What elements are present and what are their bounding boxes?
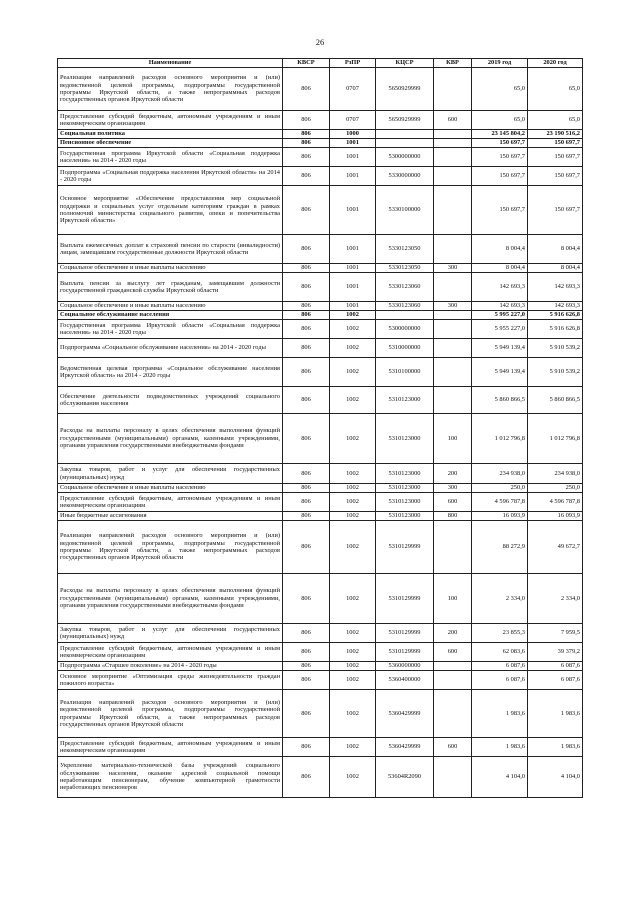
amount-2019-cell: 88 272,9 <box>472 521 528 574</box>
row-name-cell: Основное мероприятие «Обеспечение предоставления мер социальной поддержки и социальных услуг отдельным категориям граждан в рамках полномочий министерства социального развития, опеки и попечительства Иркутской области» <box>58 186 283 235</box>
kvr-cell <box>434 68 472 111</box>
table-row <box>58 624 583 643</box>
rzpr-cell: 1002 <box>330 738 376 757</box>
kvsr-cell: 806 <box>283 624 330 643</box>
row-name-cell: Предоставление субсидий бюджетным, автономным учреждениям и иным некоммерческим организациям <box>58 493 283 512</box>
kvsr-cell: 806 <box>283 148 330 167</box>
kvsr-cell: 806 <box>283 358 330 387</box>
amount-2020-cell: 5 910 539,2 <box>528 339 583 358</box>
amount-2020-cell: 150 697,7 <box>528 148 583 167</box>
rzpr-cell: 1001 <box>330 167 376 186</box>
kcsr-cell <box>376 139 434 148</box>
rzpr-cell: 1002 <box>330 643 376 662</box>
amount-2020-cell: 1 983,6 <box>528 690 583 738</box>
kvsr-cell: 806 <box>283 643 330 662</box>
rzpr-cell: 0707 <box>330 111 376 130</box>
rzpr-cell: 1001 <box>330 273 376 302</box>
kcsr-cell: 5330123050 <box>376 264 434 273</box>
kcsr-cell: 5330123060 <box>376 302 434 311</box>
row-name-cell: Подпрограмма «Социальное обслуживание населения» на 2014 - 2020 годы <box>58 339 283 358</box>
amount-2019-cell: 23 145 804,2 <box>472 130 528 139</box>
kvsr-cell: 806 <box>283 264 330 273</box>
kcsr-cell: 5300000000 <box>376 320 434 339</box>
amount-2019-cell: 1 983,6 <box>472 690 528 738</box>
row-name-cell: Социальное обеспечение и иные выплаты населению <box>58 484 283 493</box>
page-number: 26 <box>315 37 325 47</box>
kcsr-cell: 5310123000 <box>376 484 434 493</box>
kvr-cell: 600 <box>434 643 472 662</box>
rzpr-cell: 1001 <box>330 139 376 148</box>
amount-2020-cell: 7 959,5 <box>528 624 583 643</box>
amount-2019-cell: 8 004,4 <box>472 235 528 264</box>
row-name-cell: Государственная программа Иркутской области «Социальная поддержка населения» на 2014 - 2020 годы <box>58 148 283 167</box>
row-name-cell: Государственная программа Иркутской области «Социальная поддержка населения» на 2014 - 2020 годы <box>58 320 283 339</box>
kvsr-cell: 806 <box>283 311 330 320</box>
kvsr-cell: 806 <box>283 512 330 521</box>
table-row <box>58 148 583 167</box>
row-name-cell: Ведомственная целевая программа «Социальное обслуживание населения Иркутской области» на 2014 - 2020 годы <box>58 358 283 387</box>
amount-2020-cell: 5 916 626,8 <box>528 320 583 339</box>
amount-2020-cell: 39 379,2 <box>528 643 583 662</box>
row-name-cell: Расходы на выплаты персоналу в целях обеспечения выполнения функций государственными (муниципальными) органами, казенными учреждениями, органами управления государственными внебюджетными фондами <box>58 414 283 464</box>
kcsr-cell: 5310000000 <box>376 339 434 358</box>
amount-2019-cell: 6 087,6 <box>472 671 528 690</box>
kcsr-cell: 5310129999 <box>376 624 434 643</box>
amount-2020-cell: 150 697,7 <box>528 139 583 148</box>
amount-2020-cell: 142 693,3 <box>528 302 583 311</box>
kcsr-cell: 53604R2090 <box>376 757 434 798</box>
amount-2019-cell: 5 860 866,5 <box>472 387 528 414</box>
amount-2019-cell: 5 949 139,4 <box>472 339 528 358</box>
amount-2019-cell: 1 012 796,8 <box>472 414 528 464</box>
kvsr-cell: 806 <box>283 671 330 690</box>
kvr-cell: 600 <box>434 493 472 512</box>
kcsr-cell: 5310123000 <box>376 414 434 464</box>
kvr-cell <box>434 130 472 139</box>
kcsr-cell: 5360000000 <box>376 662 434 671</box>
kvr-cell: 300 <box>434 484 472 493</box>
kcsr-cell: 5310123000 <box>376 512 434 521</box>
row-name-cell: Выплата пенсии за выслугу лет гражданам, замещавшим должности государственной гражданской службы Иркутской области <box>58 273 283 302</box>
kvsr-cell: 806 <box>283 738 330 757</box>
amount-2019-cell: 5 955 227,0 <box>472 320 528 339</box>
rzpr-cell: 1002 <box>330 339 376 358</box>
rzpr-cell: 1002 <box>330 512 376 521</box>
row-name-cell: Закупка товаров, работ и услуг для обеспечения государственных (муниципальных) нужд <box>58 624 283 643</box>
rzpr-cell: 1002 <box>330 493 376 512</box>
amount-2019-cell: 65,0 <box>472 111 528 130</box>
row-name-cell: Расходы на выплаты персоналу в целях обеспечения выполнения функций государственными (муниципальными) органами, казенными учреждениями, органами управления государственными внебюджетными фондами <box>58 574 283 624</box>
kvsr-cell: 806 <box>283 757 330 798</box>
kcsr-cell: 5310123000 <box>376 493 434 512</box>
amount-2019-cell: 16 093,9 <box>472 512 528 521</box>
table-row <box>58 68 583 111</box>
table-row <box>58 493 583 512</box>
kcsr-cell: 5310123000 <box>376 464 434 484</box>
row-name-cell: Подпрограмма «Старшее поколение» на 2014 - 2020 годы <box>58 662 283 671</box>
amount-2020-cell: 142 693,3 <box>528 273 583 302</box>
kvsr-cell: 806 <box>283 235 330 264</box>
table-row <box>58 574 583 624</box>
rzpr-cell: 1000 <box>330 130 376 139</box>
rzpr-cell: 1002 <box>330 464 376 484</box>
rzpr-cell: 1002 <box>330 690 376 738</box>
rzpr-cell: 1002 <box>330 624 376 643</box>
kvr-cell <box>434 186 472 235</box>
header-name: Наименование <box>58 59 283 68</box>
kvsr-cell: 806 <box>283 387 330 414</box>
kvsr-cell: 806 <box>283 302 330 311</box>
table-row <box>58 484 583 493</box>
table-row <box>58 264 583 273</box>
row-name-cell: Обеспечение деятельности подведомственных учреждений социального обслуживания населения <box>58 387 283 414</box>
amount-2020-cell: 150 697,7 <box>528 186 583 235</box>
amount-2019-cell: 250,0 <box>472 484 528 493</box>
kvr-cell <box>434 139 472 148</box>
kvr-cell <box>434 273 472 302</box>
row-name-cell: Укрепление материально-технической базы учреждений социального обслуживания населения, оказание адресной социальной помощи неработающим пенсионерам, обучение компьютерной грамотности неработающих пенсионеров <box>58 757 283 798</box>
header-rzpr: РзПР <box>330 59 376 68</box>
kvr-cell <box>434 690 472 738</box>
header-year-2019: 2019 год <box>472 59 528 68</box>
amount-2020-cell: 150 697,7 <box>528 167 583 186</box>
amount-2019-cell: 23 855,3 <box>472 624 528 643</box>
row-name-cell: Социальное обеспечение и иные выплаты населению <box>58 264 283 273</box>
header-kvr: КВР <box>434 59 472 68</box>
kcsr-cell: 5360429999 <box>376 738 434 757</box>
kcsr-cell: 5330000000 <box>376 167 434 186</box>
kvr-cell <box>434 757 472 798</box>
table-body <box>58 68 583 798</box>
table-row <box>58 358 583 387</box>
kcsr-cell <box>376 130 434 139</box>
kvsr-cell: 806 <box>283 273 330 302</box>
rzpr-cell: 1002 <box>330 521 376 574</box>
amount-2020-cell: 5 916 626,8 <box>528 311 583 320</box>
rzpr-cell: 0707 <box>330 68 376 111</box>
amount-2019-cell: 142 693,3 <box>472 273 528 302</box>
table-row <box>58 130 583 139</box>
amount-2019-cell: 5 995 227,0 <box>472 311 528 320</box>
row-name-cell: Основное мероприятие «Оптимизация среды жизнедеятельности граждан пожилого возраста» <box>58 671 283 690</box>
kvr-cell <box>434 387 472 414</box>
kcsr-cell: 5310129999 <box>376 574 434 624</box>
table-row <box>58 643 583 662</box>
kvr-cell <box>434 339 472 358</box>
kcsr-cell: 5330100000 <box>376 186 434 235</box>
kvr-cell: 100 <box>434 574 472 624</box>
kcsr-cell <box>376 311 434 320</box>
kvr-cell: 600 <box>434 111 472 130</box>
amount-2020-cell: 4 104,0 <box>528 757 583 798</box>
kvr-cell <box>434 148 472 167</box>
amount-2020-cell: 6 087,6 <box>528 662 583 671</box>
amount-2020-cell: 65,0 <box>528 111 583 130</box>
kvr-cell: 200 <box>434 464 472 484</box>
amount-2019-cell: 150 697,7 <box>472 148 528 167</box>
amount-2020-cell: 234 938,0 <box>528 464 583 484</box>
row-name-cell: Закупка товаров, работ и услуг для обеспечения государственных (муниципальных) нужд <box>58 464 283 484</box>
table-row <box>58 302 583 311</box>
header-kcsr: КЦСР <box>376 59 434 68</box>
rzpr-cell: 1002 <box>330 574 376 624</box>
table-row <box>58 273 583 302</box>
table-row <box>58 311 583 320</box>
table-row <box>58 512 583 521</box>
rzpr-cell: 1002 <box>330 662 376 671</box>
row-name-cell: Предоставление субсидий бюджетным, автономным учреждениям и иным некоммерческим организациям <box>58 643 283 662</box>
table-row <box>58 757 583 798</box>
kvr-cell <box>434 521 472 574</box>
kvr-cell <box>434 358 472 387</box>
kcsr-cell: 5310129999 <box>376 643 434 662</box>
amount-2020-cell: 23 190 516,2 <box>528 130 583 139</box>
amount-2019-cell: 142 693,3 <box>472 302 528 311</box>
row-name-cell: Иные бюджетные ассигнования <box>58 512 283 521</box>
kvsr-cell: 806 <box>283 662 330 671</box>
kcsr-cell: 5360400000 <box>376 671 434 690</box>
amount-2019-cell: 2 334,0 <box>472 574 528 624</box>
amount-2019-cell: 6 087,6 <box>472 662 528 671</box>
rzpr-cell: 1002 <box>330 311 376 320</box>
row-name-cell: Подпрограмма «Социальная поддержка населения Иркутской области» на 2014 - 2020 годы <box>58 167 283 186</box>
row-name-cell: Выплата ежемесячных доплат к страховой пенсии по старости (инвалидности) лицам, замещавшим государственные должности Иркутской области <box>58 235 283 264</box>
kvsr-cell: 806 <box>283 320 330 339</box>
kvr-cell: 600 <box>434 738 472 757</box>
table-row <box>58 738 583 757</box>
table-row <box>58 339 583 358</box>
row-name-cell: Пенсионное обеспечение <box>58 139 283 148</box>
amount-2020-cell: 6 087,6 <box>528 671 583 690</box>
kcsr-cell: 5650929999 <box>376 111 434 130</box>
kvsr-cell: 806 <box>283 68 330 111</box>
table-row <box>58 690 583 738</box>
table-row <box>58 521 583 574</box>
amount-2019-cell: 234 938,0 <box>472 464 528 484</box>
kvr-cell: 300 <box>434 264 472 273</box>
table-row <box>58 387 583 414</box>
kvsr-cell: 806 <box>283 339 330 358</box>
amount-2020-cell: 4 596 787,8 <box>528 493 583 512</box>
kcsr-cell: 5310129999 <box>376 521 434 574</box>
rzpr-cell: 1002 <box>330 484 376 493</box>
kvr-cell <box>434 671 472 690</box>
rzpr-cell: 1001 <box>330 235 376 264</box>
amount-2019-cell: 8 004,4 <box>472 264 528 273</box>
kvsr-cell: 806 <box>283 130 330 139</box>
kvr-cell: 200 <box>434 624 472 643</box>
amount-2020-cell: 16 093,9 <box>528 512 583 521</box>
rzpr-cell: 1002 <box>330 387 376 414</box>
rzpr-cell: 1001 <box>330 302 376 311</box>
kvsr-cell: 806 <box>283 493 330 512</box>
kvsr-cell: 806 <box>283 464 330 484</box>
rzpr-cell: 1002 <box>330 414 376 464</box>
rzpr-cell: 1001 <box>330 186 376 235</box>
table-row <box>58 167 583 186</box>
amount-2019-cell: 150 697,7 <box>472 167 528 186</box>
header-year-2020: 2020 год <box>528 59 583 68</box>
amount-2020-cell: 65,0 <box>528 68 583 111</box>
table-row <box>58 671 583 690</box>
kcsr-cell: 5360429999 <box>376 690 434 738</box>
rzpr-cell: 1002 <box>330 358 376 387</box>
table-row <box>58 414 583 464</box>
amount-2019-cell: 62 083,6 <box>472 643 528 662</box>
row-name-cell: Реализация направлений расходов основного мероприятия и (или) ведомственной целевой программы, подпрограммы государственной программы Иркутской области, а также непрограммных расходов государственных органов Иркутской области <box>58 521 283 574</box>
amount-2019-cell: 150 697,7 <box>472 139 528 148</box>
kcsr-cell: 5650929999 <box>376 68 434 111</box>
kvsr-cell: 806 <box>283 111 330 130</box>
row-name-cell: Реализация направлений расходов основного мероприятия и (или) ведомственной целевой программы, подпрограммы государственной программы Иркутской области, а также непрограммных расходов государственных органов Иркутской области <box>58 68 283 111</box>
header-kvsr: КВСР <box>283 59 330 68</box>
row-name-cell: Социальное обслуживание населения <box>58 311 283 320</box>
rzpr-cell: 1001 <box>330 148 376 167</box>
amount-2020-cell: 8 004,4 <box>528 235 583 264</box>
kcsr-cell: 5330123060 <box>376 273 434 302</box>
kvr-cell: 100 <box>434 414 472 464</box>
kcsr-cell: 5310100000 <box>376 358 434 387</box>
rzpr-cell: 1001 <box>330 264 376 273</box>
kvr-cell <box>434 662 472 671</box>
kvr-cell <box>434 235 472 264</box>
kvr-cell: 800 <box>434 512 472 521</box>
amount-2019-cell: 4 596 787,8 <box>472 493 528 512</box>
row-name-cell: Социальная политика <box>58 130 283 139</box>
amount-2020-cell: 2 334,0 <box>528 574 583 624</box>
kcsr-cell: 5300000000 <box>376 148 434 167</box>
amount-2020-cell: 8 004,4 <box>528 264 583 273</box>
kcsr-cell: 5330123050 <box>376 235 434 264</box>
kvsr-cell: 806 <box>283 484 330 493</box>
table-row <box>58 186 583 235</box>
kvsr-cell: 806 <box>283 690 330 738</box>
row-name-cell: Предоставление субсидий бюджетным, автономным учреждениям и иным некоммерческим организациям <box>58 738 283 757</box>
table-row <box>58 235 583 264</box>
rzpr-cell: 1002 <box>330 320 376 339</box>
kvr-cell <box>434 320 472 339</box>
row-name-cell: Реализация направлений расходов основного мероприятия и (или) ведомственной целевой программы, подпрограммы государственной программы Иркутской области, а также непрограммных расходов государственных органов Иркутской области <box>58 690 283 738</box>
kvr-cell <box>434 167 472 186</box>
kvsr-cell: 806 <box>283 414 330 464</box>
amount-2019-cell: 1 983,6 <box>472 738 528 757</box>
amount-2019-cell: 65,0 <box>472 68 528 111</box>
amount-2019-cell: 4 104,0 <box>472 757 528 798</box>
kvsr-cell: 806 <box>283 186 330 235</box>
amount-2020-cell: 1 012 796,8 <box>528 414 583 464</box>
rzpr-cell: 1002 <box>330 671 376 690</box>
amount-2020-cell: 5 860 866,5 <box>528 387 583 414</box>
amount-2020-cell: 250,0 <box>528 484 583 493</box>
budget-table <box>57 58 583 798</box>
kvr-cell <box>434 311 472 320</box>
rzpr-cell: 1002 <box>330 757 376 798</box>
kvsr-cell: 806 <box>283 521 330 574</box>
amount-2019-cell: 150 697,7 <box>472 186 528 235</box>
row-name-cell: Предоставление субсидий бюджетным, автономным учреждениям и иным некоммерческим организациям <box>58 111 283 130</box>
amount-2019-cell: 5 949 139,4 <box>472 358 528 387</box>
kcsr-cell: 5310123000 <box>376 387 434 414</box>
kvsr-cell: 806 <box>283 167 330 186</box>
row-name-cell: Социальное обеспечение и иные выплаты населению <box>58 302 283 311</box>
table-header-row <box>58 59 583 68</box>
amount-2020-cell: 1 983,6 <box>528 738 583 757</box>
table-row <box>58 662 583 671</box>
table-row <box>58 320 583 339</box>
table-row <box>58 139 583 148</box>
amount-2020-cell: 5 910 539,2 <box>528 358 583 387</box>
table-row <box>58 111 583 130</box>
kvr-cell: 300 <box>434 302 472 311</box>
kvsr-cell: 806 <box>283 139 330 148</box>
table-row <box>58 464 583 484</box>
kvsr-cell: 806 <box>283 574 330 624</box>
amount-2020-cell: 49 672,7 <box>528 521 583 574</box>
